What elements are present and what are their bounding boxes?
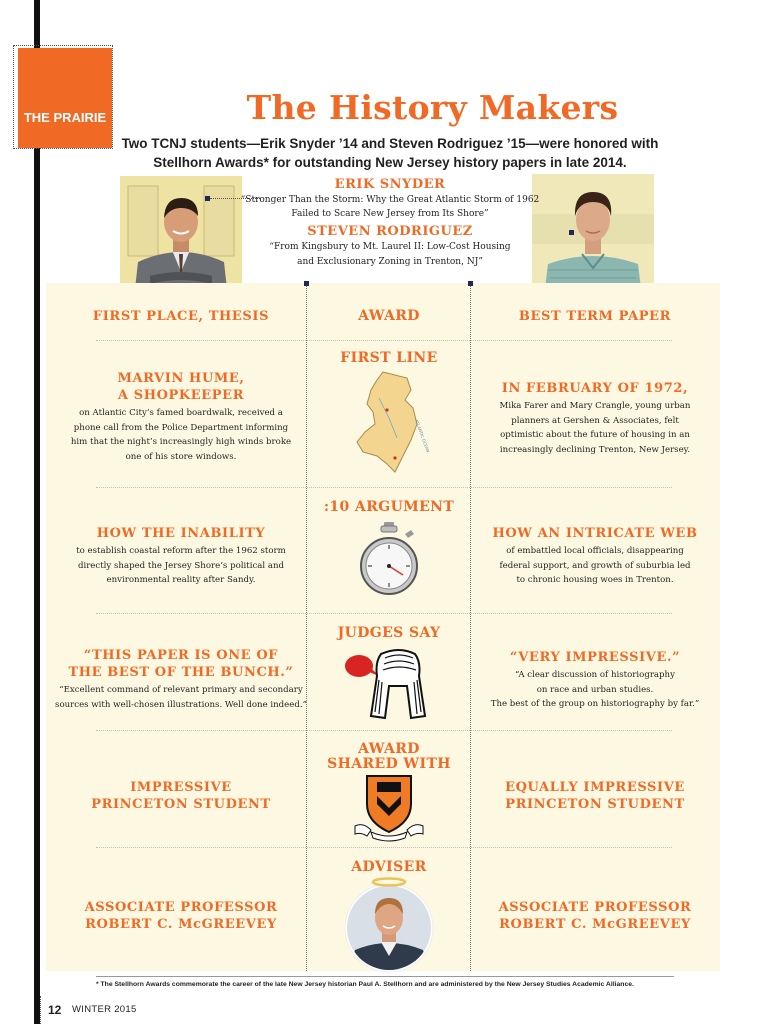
judges-erik [50, 647, 312, 712]
judges-erik-head: “THIS PAPER IS ONE OF [83, 648, 279, 663]
judges-erik-body: “Excellent command of relevant primary and secondary sources with well-chosen illustrations. Well done indeed.” [55, 685, 307, 710]
footnote: * The Stellhorn Awards commemorate the career of the late New Jersey historian Paul A. Stellhorn and are administered by the New Jersey Studies Academic Alliance. [96, 981, 634, 988]
adviser-steven-head: ROBERT C. McGREEVEY [499, 917, 691, 932]
row-divider [96, 487, 672, 488]
first-line-erik-head: MARVIN HUME, [117, 371, 245, 386]
student-name-steven: STEVEN RODRIGUEZ [307, 224, 473, 239]
adviser-erik-head: ROBERT C. McGREEVEY [85, 917, 277, 932]
judges-steven [470, 649, 720, 712]
row-label-judges: JUDGES SAY [337, 625, 441, 641]
judges-erik-head: THE BEST OF THE BUNCH.” [68, 665, 294, 680]
first-line-erik [50, 370, 312, 464]
first-line-erik-body: on Atlantic City’s famed boardwalk, received a phone call from the Police Department informing him that the night’s increasingly high winds broke one of his store windows. [70, 408, 292, 462]
shared-erik [50, 779, 312, 813]
row-label-first-line: FIRST LINE [340, 350, 438, 366]
row-divider [96, 340, 672, 341]
adviser-halo-portrait [306, 876, 472, 972]
award-erik: FIRST PLACE, THESIS [92, 309, 270, 324]
steven-connector-dot [569, 230, 574, 235]
row-divider [96, 613, 672, 614]
section-label: THE PRAIRIE [23, 110, 107, 125]
steven-rodriguez-portrait [532, 174, 654, 296]
argument-steven-head: HOW AN INTRICATE WEB [492, 526, 698, 541]
svg-text:ATLANTIC OCEAN: ATLANTIC OCEAN [414, 418, 431, 454]
shared-steven-head: EQUALLY IMPRESSIVE [505, 780, 685, 795]
row-divider [96, 730, 672, 731]
divider-dot-left [304, 281, 309, 286]
adviser-steven-head: ASSOCIATE PROFESSOR [498, 900, 692, 915]
footnote-rule [96, 976, 674, 977]
erik-snyder-portrait [120, 176, 242, 298]
issue-label: WINTER 2015 [72, 1004, 137, 1015]
first-line-steven-body: Mika Farer and Mary Crangle, young urban planners at Gershen & Associates, felt optimistic about the future of housing in an increasingly declining Trenton, New Jersey. [499, 401, 691, 455]
page-title: The History Makers [246, 88, 619, 127]
shared-erik-head: PRINCETON STUDENT [91, 797, 271, 812]
judges-steven-body: “A clear discussion of historiography on race and urban studies. The best of the group on historiography by far.” [490, 670, 700, 709]
row-label-award: AWARD [358, 308, 420, 324]
judge-wig-speech-icon [306, 646, 472, 720]
first-line-erik-head: A SHOPKEEPER [117, 388, 245, 403]
first-line-steven [470, 380, 720, 457]
row-label-shared-1: AWARD [358, 741, 420, 757]
student-name-erik: ERIK SNYDER [334, 177, 446, 192]
intro-text: Two TCNJ students—Erik Snyder ’14 and Steven Rodriguez ’15—were honored with Stellhorn Awards* for outstanding New Jersey history papers in late 2014. [121, 136, 659, 170]
paper-title-erik-1: “Stronger Than the Storm: Why the Great Atlantic Storm of 1962 [240, 195, 540, 205]
shared-steven-head: PRINCETON STUDENT [505, 797, 685, 812]
princeton-shield-icon [306, 774, 472, 842]
page-number: 12 [48, 1003, 62, 1017]
argument-steven [470, 525, 720, 588]
page-spine-bar [34, 0, 40, 1024]
paper-title-erik-2: Failed to Scare New Jersey from Its Shore” [291, 209, 489, 219]
argument-erik-head: HOW THE INABILITY [96, 526, 266, 541]
argument-erik [50, 525, 312, 588]
shared-steven [470, 779, 720, 813]
row-label-shared-2: SHARED WITH [327, 756, 451, 772]
row-label-adviser: ADVISER [351, 859, 427, 875]
adviser-erik-head: ASSOCIATE PROFESSOR [84, 900, 278, 915]
new-jersey-map [306, 368, 472, 476]
divider-dot-right [468, 281, 473, 286]
award-steven: BEST TERM PAPER [518, 309, 672, 324]
first-line-steven-head: IN FEBRUARY OF 1972, [501, 381, 689, 396]
row-divider [96, 847, 672, 848]
argument-erik-body: to establish coastal reform after the 1962 storm directly shaped the Jersey Shore’s political and environmental reality after Sandy. [76, 546, 286, 585]
paper-title-steven-1: “From Kingsbury to Mt. Laurel II: Low-Cost Housing [269, 242, 511, 252]
adviser-erik [50, 899, 312, 933]
argument-steven-body: of embattled local officials, disappearing federal support, and growth of suburbia led to chronic housing woes in Trenton. [499, 546, 691, 585]
row-label-argument: :10 ARGUMENT [323, 499, 455, 515]
judges-steven-head: “VERY IMPRESSIVE.” [509, 650, 681, 665]
stopwatch-icon [306, 520, 472, 600]
shared-erik-head: IMPRESSIVE [130, 780, 232, 795]
paper-title-steven-2: and Exclusionary Zoning in Trenton, NJ” [297, 257, 483, 267]
adviser-steven [470, 899, 720, 933]
